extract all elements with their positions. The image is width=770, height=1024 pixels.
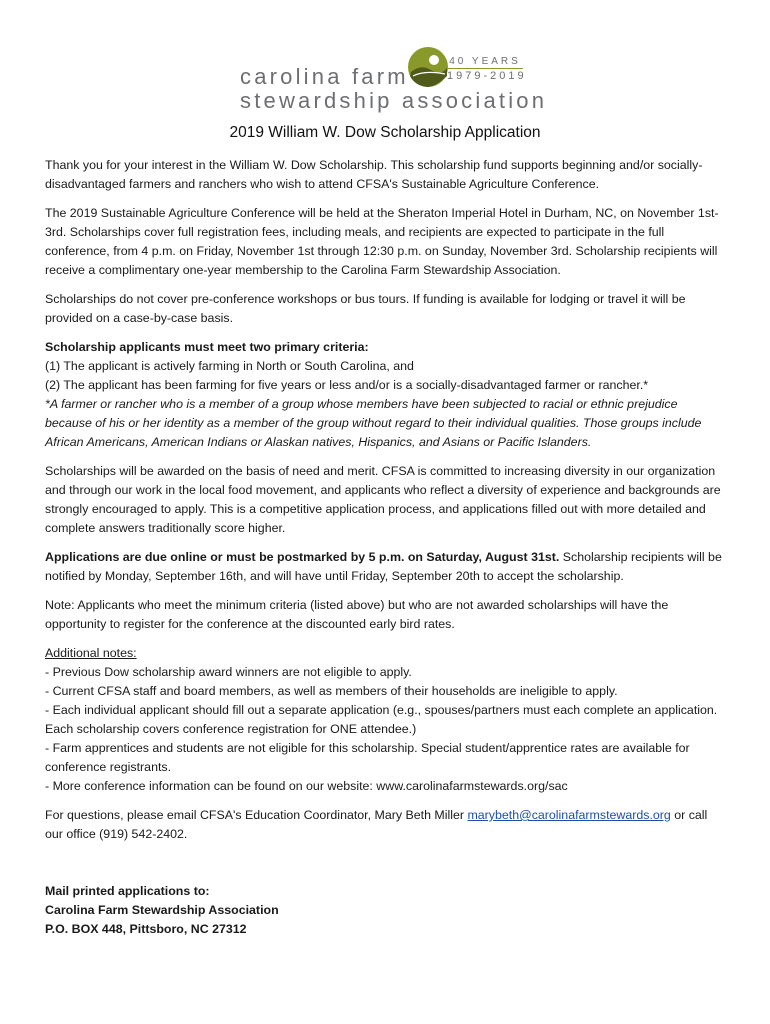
cfsa-logo [240, 46, 548, 113]
farm-landscape-icon [407, 46, 449, 88]
note-paragraph: Note: Applicants who meet the minimum criteria (listed above) but who are not awarded scholarships will have the opportunity to register for the conference at the discounted early bird rates. [45, 598, 669, 631]
mail-heading: Mail printed applications to: [45, 884, 210, 898]
mail-organization: Carolina Farm Stewardship Association [45, 903, 279, 917]
criteria-item-1: (1) The applicant is actively farming in North or South Carolina, and [45, 359, 414, 373]
criteria-footnote: *A farmer or rancher who is a member of a group whose members have been subjected to racial or ethnic prejudice because of his or her identity as a member of the group without regard to their individual qualities. Those groups include African Americans, American Indians or Alaskan natives, Hispanics, and Asians or Pacific Islanders. [45, 397, 702, 449]
logo-text-line1: carolina farm [240, 64, 409, 89]
document-body [45, 156, 725, 939]
deadline-rest: Scholarship recipients will be notified by Monday, September 16th, and will have until Friday, September 20th to accept the scholarship. [45, 550, 722, 583]
list-item: - More conference information can be found on our website: www.carolinafarmstewards.org/sac [45, 779, 568, 793]
logo-text-line2: stewardship association [240, 88, 548, 113]
deadline-paragraph [45, 548, 725, 586]
intro-paragraph: Thank you for your interest in the William W. Dow Scholarship. This scholarship fund supports beginning and/or socially-disadvantaged farmers and ranchers who wish to attend CFSA's Sustainable Agriculture Conference. [45, 158, 703, 191]
email-link[interactable]: marybeth@carolinafarmstewards.org [467, 808, 671, 822]
additional-notes [45, 644, 725, 796]
coverage-paragraph: Scholarships do not cover pre-conference workshops or bus tours. If funding is available for lodging or travel it will be provided on a case-by-case basis. [45, 292, 686, 325]
page-title: 2019 William W. Dow Scholarship Application [229, 124, 541, 141]
questions-phone: or call our office (919) 542-2402. [45, 808, 708, 841]
anniversary-badge [447, 56, 527, 82]
years-label: 40 YEARS [447, 56, 523, 69]
questions-text: For questions, please email CFSA's Education Coordinator, Mary Beth Miller [45, 808, 468, 822]
awarding-paragraph: Scholarships will be awarded on the basis of need and merit. CFSA is committed to increasing diversity in our organization and through our work in the local food movement, and applicants who reflect a diversity of experience and backgrounds are strongly encouraged to apply. This is a competitive application process, and applications filled out with more detailed and complete answers traditionally score higher. [45, 464, 721, 535]
list-item: - Current CFSA staff and board members, as well as members of their households are ineligible to apply. [45, 684, 618, 698]
additional-notes-heading: Additional notes: [45, 646, 137, 660]
mail-address: P.O. BOX 448, Pittsboro, NC 27312 [45, 922, 247, 936]
criteria-item-2: (2) The applicant has been farming for five years or less and/or is a socially-disadvantaged farmer or rancher.* [45, 378, 649, 392]
conference-paragraph: The 2019 Sustainable Agriculture Conference will be held at the Sheraton Imperial Hotel in Durham, NC, on November 1st-3rd. Scholarships cover full registration fees, including meals, and recipients are expected to participate in the full conference, from 4 p.m. on Friday, November 1st through 12:30 p.m. on Sunday, November 3rd. Scholarship recipients will receive a complimentary one-year membership to the Carolina Farm Stewardship Association. [45, 206, 719, 277]
criteria-heading: Scholarship applicants must meet two primary criteria: [45, 340, 369, 354]
list-item: - Farm apprentices and students are not eligible for this scholarship. Special student/apprentice rates are available for conference registrants. [45, 741, 690, 774]
list-item: - Each individual applicant should fill out a separate application (e.g., spouses/partners must each complete an application. Each scholarship covers conference registration for ONE attendee.) [45, 703, 718, 736]
deadline-bold: Applications are due online or must be postmarked by 5 p.m. on Saturday, August 31st. [45, 550, 560, 564]
questions-paragraph [45, 806, 725, 844]
years-range: 1979-2019 [447, 70, 527, 82]
list-item: - Previous Dow scholarship award winners are not eligible to apply. [45, 665, 412, 679]
mailing-address [45, 882, 725, 939]
criteria-section [45, 338, 725, 452]
